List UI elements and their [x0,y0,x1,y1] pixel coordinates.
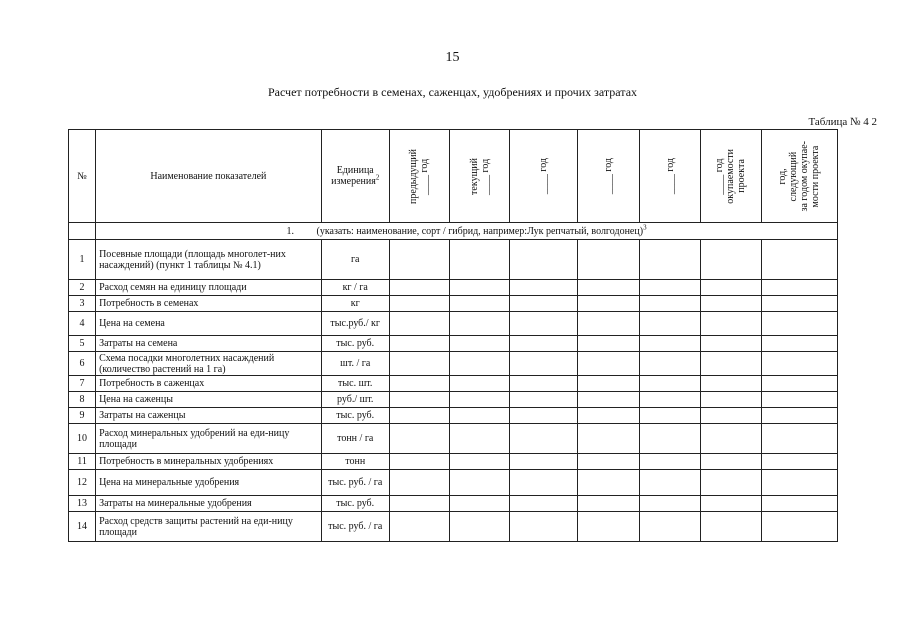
row-number: 1 [69,240,96,280]
value-cell [700,376,761,392]
row-indicator-name: Цена на саженцы [96,392,322,408]
value-cell [389,376,449,392]
value-cell [389,408,449,424]
value-cell [700,470,761,496]
value-cell [700,240,761,280]
row-indicator-name: Затраты на минеральные удобрения [96,496,322,512]
value-cell [700,512,761,542]
value-cell [578,240,640,280]
row-unit: тыс. руб. / га [321,512,389,542]
value-cell [449,454,509,470]
table-row [69,296,838,312]
row-unit: тыс. руб. [321,408,389,424]
value-cell [700,424,761,454]
value-cell [449,470,509,496]
value-cell [510,352,578,376]
value-cell [761,240,837,280]
value-cell [578,352,640,376]
row-indicator-name: Расход минеральных удобрений на еди-ницу площади [96,424,322,454]
value-cell [700,408,761,424]
value-cell [449,296,509,312]
value-cell [640,336,700,352]
value-cell [761,408,837,424]
row-indicator-name: Потребность в саженцах [96,376,322,392]
value-cell [700,296,761,312]
row-number: 7 [69,376,96,392]
value-cell [761,512,837,542]
value-cell [389,280,449,296]
row-number: 6 [69,352,96,376]
requirements-table [68,129,838,542]
value-cell [578,280,640,296]
value-cell [389,424,449,454]
value-cell [510,280,578,296]
value-cell [389,336,449,352]
value-cell [578,470,640,496]
value-cell [389,454,449,470]
row-unit: га [321,240,389,280]
value-cell [449,376,509,392]
header-after-payback-year: год, следующий за годом окупае- мости проекта [761,130,837,223]
value-cell [640,512,700,542]
row-number: 3 [69,296,96,312]
row-number: 11 [69,454,96,470]
row-number: 9 [69,408,96,424]
value-cell [761,470,837,496]
row-unit: тонн / га [321,424,389,454]
row-unit: тонн [321,454,389,470]
table-row [69,240,838,280]
value-cell [449,408,509,424]
value-cell [761,392,837,408]
value-cell [640,296,700,312]
value-cell [449,336,509,352]
value-cell [510,296,578,312]
value-cell [761,376,837,392]
table-row [69,280,838,296]
value-cell [761,454,837,470]
header-num: № [69,130,96,223]
header-year-col-4: ____ год [578,130,640,223]
value-cell [761,280,837,296]
row-unit: кг [321,296,389,312]
value-cell [449,312,509,336]
table-row [69,424,838,454]
value-cell [640,376,700,392]
value-cell [510,376,578,392]
value-cell [510,496,578,512]
row-unit: кг / га [321,280,389,296]
table-row [69,496,838,512]
value-cell [700,352,761,376]
value-cell [510,454,578,470]
table-row [69,512,838,542]
row-unit: тыс.руб./ кг [321,312,389,336]
row-number: 4 [69,312,96,336]
value-cell [389,352,449,376]
value-cell [761,496,837,512]
table-row [69,454,838,470]
value-cell [640,496,700,512]
table-row [69,312,838,336]
value-cell [761,424,837,454]
value-cell [510,240,578,280]
value-cell [578,408,640,424]
value-cell [578,336,640,352]
value-cell [449,392,509,408]
header-year-col-2: текущий ____ год [449,130,509,223]
value-cell [510,470,578,496]
value-cell [389,296,449,312]
row-indicator-name: Цена на семена [96,312,322,336]
page-number: 15 [445,50,460,65]
row-number: 12 [69,470,96,496]
value-cell [578,376,640,392]
header-payback-year: ____ год окупаемости проекта [700,130,761,223]
value-cell [578,496,640,512]
value-cell [761,296,837,312]
value-cell [700,312,761,336]
value-cell [510,424,578,454]
row-number: 2 [69,280,96,296]
value-cell [640,470,700,496]
value-cell [389,312,449,336]
value-cell [640,454,700,470]
row-indicator-name: Затраты на саженцы [96,408,322,424]
value-cell [578,454,640,470]
value-cell [449,424,509,454]
row-number: 10 [69,424,96,454]
row-number: 14 [69,512,96,542]
value-cell [510,312,578,336]
row-number: 13 [69,496,96,512]
value-cell [389,392,449,408]
value-cell [389,496,449,512]
value-cell [389,240,449,280]
value-cell [640,280,700,296]
value-cell [761,336,837,352]
value-cell [578,512,640,542]
value-cell [578,424,640,454]
table-label: Таблица № 4 2 [808,116,877,128]
header-unit: Единица измерения$^2$ [321,130,389,223]
value-cell [510,392,578,408]
table-row [69,336,838,352]
value-cell [510,512,578,542]
header-name: Наименование показателей [96,130,322,223]
value-cell [510,408,578,424]
value-cell [578,312,640,336]
header-year-col-3: ____ год [510,130,578,223]
row-unit: тыс. руб. / га [321,470,389,496]
value-cell [700,496,761,512]
value-cell [700,392,761,408]
row-indicator-name: Посевные площади (площадь многолет-них насаждений) (пункт 1 таблицы № 4.1) [96,240,322,280]
row-unit: тыс. руб. [321,496,389,512]
value-cell [389,512,449,542]
value-cell [700,280,761,296]
value-cell [640,352,700,376]
row-indicator-name: Затраты на семена [96,336,322,352]
value-cell [578,296,640,312]
table-row [69,352,838,376]
value-cell [640,312,700,336]
row-unit: шт. / га [321,352,389,376]
header-row [69,130,838,223]
value-cell [640,424,700,454]
row-indicator-name: Потребность в семенах [96,296,322,312]
table-row [69,392,838,408]
row-indicator-name: Расход семян на единицу площади [96,280,322,296]
value-cell [449,352,509,376]
row-indicator-name: Цена на минеральные удобрения [96,470,322,496]
document-title: Расчет потребности в семенах, саженцах, удобрениях и прочих затратах [267,85,638,99]
value-cell [761,352,837,376]
value-cell [700,454,761,470]
value-cell [449,240,509,280]
value-cell [510,336,578,352]
header-year-col-5: ____ год [640,130,700,223]
row-unit: руб./ шт. [321,392,389,408]
row-number: 5 [69,336,96,352]
row-unit: тыс. шт. [321,376,389,392]
value-cell [640,240,700,280]
section-row [69,223,838,240]
value-cell [640,392,700,408]
row-unit: тыс. руб. [321,336,389,352]
value-cell [449,280,509,296]
value-cell [761,312,837,336]
value-cell [700,336,761,352]
table-row [69,376,838,392]
row-indicator-name: Потребность в минеральных удобрениях [96,454,322,470]
value-cell [389,470,449,496]
value-cell [640,408,700,424]
table-row [69,408,838,424]
header-year-col-1: предыдущий ____ год [389,130,449,223]
table-row [69,470,838,496]
value-cell [578,392,640,408]
row-indicator-name: Схема посадки многолетних насаждений (количество растений на 1 га) [96,352,322,376]
section-title: 1. (указать: наименование, сорт / гибрид, например:Лук репчатый, волгодонец)$^3$ [96,223,838,240]
value-cell [449,496,509,512]
row-number: 8 [69,392,96,408]
value-cell [449,512,509,542]
row-indicator-name: Расход средств защиты растений на еди-ницу площади [96,512,322,542]
